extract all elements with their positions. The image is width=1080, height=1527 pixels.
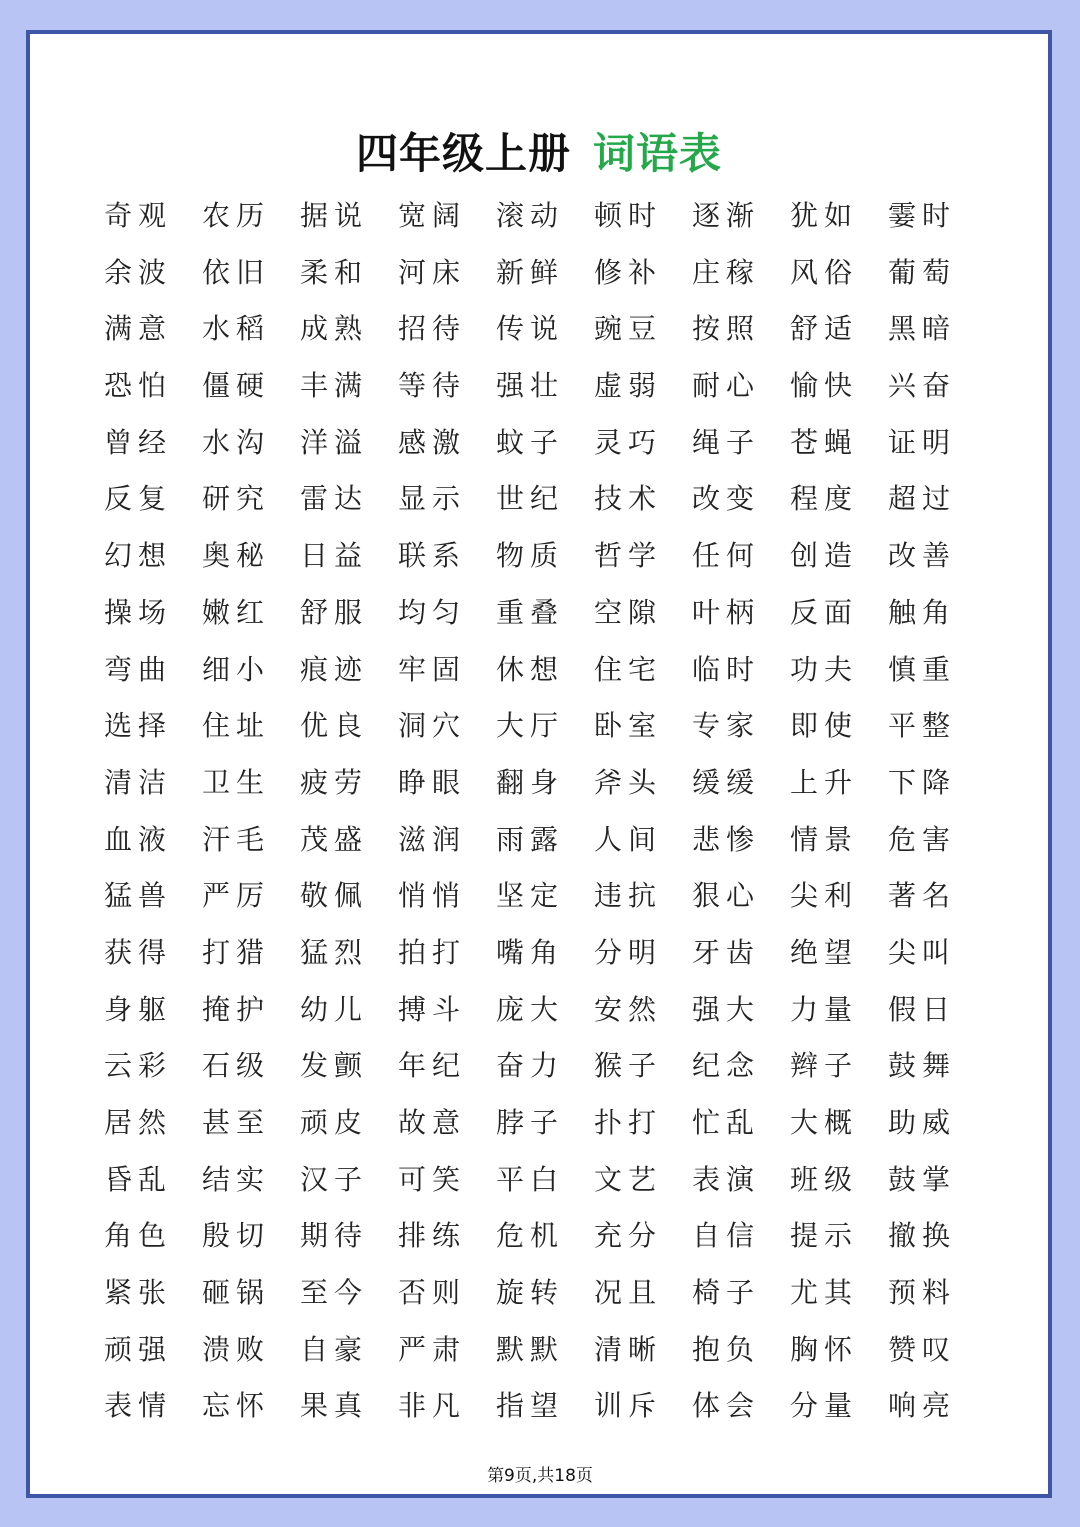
vocab-word: 强壮: [496, 369, 565, 403]
vocab-word: 嘴角: [496, 935, 565, 969]
vocab-word: 分明: [594, 935, 663, 969]
vocab-word: 绝望: [790, 935, 859, 969]
page-title: [30, 126, 1048, 182]
vocab-word: 否则: [398, 1276, 467, 1310]
vocab-word: 尤其: [790, 1276, 859, 1310]
vocab-word: 身躯: [104, 992, 173, 1026]
vocab-word: 卧室: [594, 709, 663, 743]
vocab-word: 牢固: [398, 652, 467, 686]
vocab-word: 按照: [692, 312, 761, 346]
vocab-word: 指望: [496, 1389, 565, 1423]
vocab-word: 休想: [496, 652, 565, 686]
vocab-word: 狠心: [692, 879, 761, 913]
vocab-word: 砸锅: [202, 1276, 271, 1310]
vocab-word: 搏斗: [398, 992, 467, 1026]
vocab-word: 奥秘: [202, 539, 271, 573]
vocab-word: 等待: [398, 369, 467, 403]
vocab-word: 敬佩: [300, 879, 369, 913]
vocab-word: 非凡: [398, 1389, 467, 1423]
vocab-word: 嫩红: [202, 595, 271, 629]
vocab-word: 苍蝇: [790, 425, 859, 459]
vocab-word: 住址: [202, 709, 271, 743]
vocab-word: 平白: [496, 1162, 565, 1196]
vocab-word: 哲学: [594, 539, 663, 573]
vocab-word: 舒适: [790, 312, 859, 346]
vocab-word: 清晰: [594, 1332, 663, 1366]
vocab-word: 汉子: [300, 1162, 369, 1196]
vocab-word: 顽皮: [300, 1106, 369, 1139]
vocab-word: 默默: [496, 1332, 565, 1366]
vocab-word: 蚊子: [496, 425, 565, 459]
vocab-word: 假日: [888, 992, 957, 1026]
vocab-word: 云彩: [104, 1049, 173, 1083]
vocab-word: 柔和: [300, 255, 369, 289]
vocab-word: 河床: [398, 255, 467, 289]
vocab-word: 僵硬: [202, 369, 271, 403]
vocab-word: 缓缓: [692, 765, 761, 799]
vocab-word: 情景: [790, 822, 859, 856]
vocab-word: 分量: [790, 1389, 859, 1423]
vocab-word: 庞大: [496, 992, 565, 1026]
vocab-word: 感激: [398, 425, 467, 459]
vocab-word: 愉快: [790, 369, 859, 403]
vocab-word: 洋溢: [300, 425, 369, 459]
vocab-word: 掩护: [202, 992, 271, 1026]
vocab-word: 滚动: [496, 199, 565, 232]
vocab-word: 农历: [202, 199, 271, 232]
vocab-word: 程度: [790, 482, 859, 516]
vocab-word: 大概: [790, 1106, 859, 1139]
vocab-word: 专家: [692, 709, 761, 743]
vocab-word: 住宅: [594, 652, 663, 686]
vocab-word: 风俗: [790, 255, 859, 289]
vocab-word: 尖叫: [888, 935, 957, 969]
vocab-word: 兴奋: [888, 369, 957, 403]
vocab-word: 洞穴: [398, 709, 467, 743]
vocab-word: 水稻: [202, 312, 271, 346]
vocab-word: 据说: [300, 199, 369, 232]
vocab-word: 显示: [398, 482, 467, 516]
vocab-word: 著名: [888, 879, 957, 913]
vocab-word: 幼儿: [300, 992, 369, 1026]
vocab-word: 悲惨: [692, 822, 761, 856]
vocab-word: 疲劳: [300, 765, 369, 799]
vocab-word: 霎时: [888, 199, 957, 232]
vocab-word: 弯曲: [104, 652, 173, 686]
vocab-word: 卫生: [202, 765, 271, 799]
vocab-word: 充分: [594, 1219, 663, 1253]
vocab-word: 新鲜: [496, 255, 565, 289]
vocab-word: 牙齿: [692, 935, 761, 969]
vocab-word: 世纪: [496, 482, 565, 516]
vocab-word: 可笑: [398, 1162, 467, 1196]
vocab-word: 余波: [104, 255, 173, 289]
vocab-word: 血液: [104, 822, 173, 856]
vocab-word: 证明: [888, 425, 957, 459]
vocab-word: 雷达: [300, 482, 369, 516]
vocab-word: 撤换: [888, 1219, 957, 1253]
vocab-word: 赞叹: [888, 1332, 957, 1366]
vocab-word: 故意: [398, 1106, 467, 1139]
vocab-word: 尖利: [790, 879, 859, 913]
vocab-word: 丰满: [300, 369, 369, 403]
vocab-word: 紧张: [104, 1276, 173, 1310]
vocab-word: 顽强: [104, 1332, 173, 1366]
vocab-word: 即使: [790, 709, 859, 743]
vocab-word: 犹如: [790, 199, 859, 232]
vocab-word: 反面: [790, 595, 859, 629]
vocab-word: 虚弱: [594, 369, 663, 403]
vocab-word: 叶柄: [692, 595, 761, 629]
vocab-word: 拍打: [398, 935, 467, 969]
vocab-word: 舒服: [300, 595, 369, 629]
vocab-word: 慎重: [888, 652, 957, 686]
vocab-word: 体会: [692, 1389, 761, 1423]
vocab-word: 修补: [594, 255, 663, 289]
vocab-word: 幻想: [104, 539, 173, 573]
vocab-word: 文艺: [594, 1162, 663, 1196]
vocab-word: 甚至: [202, 1106, 271, 1139]
vocab-word: 细小: [202, 652, 271, 686]
vocab-word: 反复: [104, 482, 173, 516]
vocab-word: 葡萄: [888, 255, 957, 289]
vocab-word: 胸怀: [790, 1332, 859, 1366]
vocab-word: 响亮: [888, 1389, 957, 1423]
vocab-word: 况且: [594, 1276, 663, 1310]
vocab-word: 期待: [300, 1219, 369, 1253]
vocab-word: 豌豆: [594, 312, 663, 346]
vocab-word: 助威: [888, 1106, 957, 1139]
vocab-word: 满意: [104, 312, 173, 346]
vocab-word: 黑暗: [888, 312, 957, 346]
vocab-word: 至今: [300, 1276, 369, 1310]
vocab-word: 大厅: [496, 709, 565, 743]
vocab-word: 改善: [888, 539, 957, 573]
vocab-word: 辫子: [790, 1049, 859, 1083]
vocab-word: 招待: [398, 312, 467, 346]
vocab-word: 传说: [496, 312, 565, 346]
vocab-word: 奋力: [496, 1049, 565, 1083]
vocab-word: 均匀: [398, 595, 467, 629]
vocab-word: 椅子: [692, 1276, 761, 1310]
vocab-word: 猛兽: [104, 879, 173, 913]
vocab-word: 果真: [300, 1389, 369, 1423]
vocab-word: 恐怕: [104, 369, 173, 403]
vocab-word: 日益: [300, 539, 369, 573]
vocab-word: 安然: [594, 992, 663, 1026]
vocab-word: 结实: [202, 1162, 271, 1196]
vocab-word: 角色: [104, 1219, 173, 1253]
vocab-word: 石级: [202, 1049, 271, 1083]
vocab-word: 班级: [790, 1162, 859, 1196]
vocab-word: 纪念: [692, 1049, 761, 1083]
vocab-word: 溃败: [202, 1332, 271, 1366]
title-grade: 四年级上册: [355, 129, 571, 178]
vocab-word: 坚定: [496, 879, 565, 913]
vocab-word: 平整: [888, 709, 957, 743]
vocab-word: 依旧: [202, 255, 271, 289]
vocab-word: 下降: [888, 765, 957, 799]
vocab-word: 人间: [594, 822, 663, 856]
vocab-word: 庄稼: [692, 255, 761, 289]
vocab-word: 滋润: [398, 822, 467, 856]
vocab-word: 严肃: [398, 1332, 467, 1366]
vocab-word: 雨露: [496, 822, 565, 856]
vocab-word: 居然: [104, 1106, 173, 1139]
vocab-word: 清洁: [104, 765, 173, 799]
vocab-word: 力量: [790, 992, 859, 1026]
vocab-word: 技术: [594, 482, 663, 516]
word-grid: [104, 190, 984, 1437]
vocab-word: 打猎: [202, 935, 271, 969]
vocab-word: 自信: [692, 1219, 761, 1253]
vocab-word: 睁眼: [398, 765, 467, 799]
vocab-word: 殷切: [202, 1219, 271, 1253]
vocab-word: 悄悄: [398, 879, 467, 913]
vocab-word: 预料: [888, 1276, 957, 1310]
vocab-word: 抱负: [692, 1332, 761, 1366]
vocab-word: 曾经: [104, 425, 173, 459]
vocab-word: 空隙: [594, 595, 663, 629]
vocab-word: 顿时: [594, 199, 663, 232]
vocab-word: 功夫: [790, 652, 859, 686]
title-vocabulary-list: 词语表: [593, 129, 723, 178]
vocab-word: 奇观: [104, 199, 173, 232]
vocab-word: 年纪: [398, 1049, 467, 1083]
vocab-word: 表演: [692, 1162, 761, 1196]
vocab-word: 汗毛: [202, 822, 271, 856]
vocab-word: 强大: [692, 992, 761, 1026]
vocab-word: 耐心: [692, 369, 761, 403]
vocab-word: 上升: [790, 765, 859, 799]
page-number: 第9页,共18页: [487, 1466, 593, 1486]
vocab-word: 旋转: [496, 1276, 565, 1310]
vocab-word: 发颤: [300, 1049, 369, 1083]
vocab-word: 改变: [692, 482, 761, 516]
vocab-word: 成熟: [300, 312, 369, 346]
vocab-word: 猛烈: [300, 935, 369, 969]
vocab-word: 物质: [496, 539, 565, 573]
vocab-word: 任何: [692, 539, 761, 573]
vocab-word: 训斥: [594, 1389, 663, 1423]
vocab-word: 违抗: [594, 879, 663, 913]
vocab-word: 表情: [104, 1389, 173, 1423]
vocab-word: 痕迹: [300, 652, 369, 686]
vocab-word: 严厉: [202, 879, 271, 913]
vocab-word: 临时: [692, 652, 761, 686]
vocab-word: 脖子: [496, 1106, 565, 1139]
vocab-word: 提示: [790, 1219, 859, 1253]
vocab-word: 宽阔: [398, 199, 467, 232]
vocab-word: 获得: [104, 935, 173, 969]
vocab-word: 危害: [888, 822, 957, 856]
vocab-word: 猴子: [594, 1049, 663, 1083]
vocab-word: 重叠: [496, 595, 565, 629]
vocab-word: 茂盛: [300, 822, 369, 856]
vocab-word: 灵巧: [594, 425, 663, 459]
vocab-word: 选择: [104, 709, 173, 743]
vocab-word: 研究: [202, 482, 271, 516]
vocab-word: 水沟: [202, 425, 271, 459]
vocab-word: 超过: [888, 482, 957, 516]
vocab-word: 昏乱: [104, 1162, 173, 1196]
vocab-word: 创造: [790, 539, 859, 573]
vocab-word: 逐渐: [692, 199, 761, 232]
vocab-word: 绳子: [692, 425, 761, 459]
vocab-word: 忙乱: [692, 1106, 761, 1139]
vocab-word: 忘怀: [202, 1389, 271, 1423]
vocab-word: 鼓掌: [888, 1162, 957, 1196]
vocab-word: 斧头: [594, 765, 663, 799]
vocab-word: 触角: [888, 595, 957, 629]
vocab-word: 自豪: [300, 1332, 369, 1366]
vocab-word: 危机: [496, 1219, 565, 1253]
vocab-word: 操场: [104, 595, 173, 629]
vocab-word: 联系: [398, 539, 467, 573]
vocab-word: 鼓舞: [888, 1049, 957, 1083]
vocab-word: 扑打: [594, 1106, 663, 1139]
vocab-word: 翻身: [496, 765, 565, 799]
vocab-word: 排练: [398, 1219, 467, 1253]
vocab-word: 优良: [300, 709, 369, 743]
